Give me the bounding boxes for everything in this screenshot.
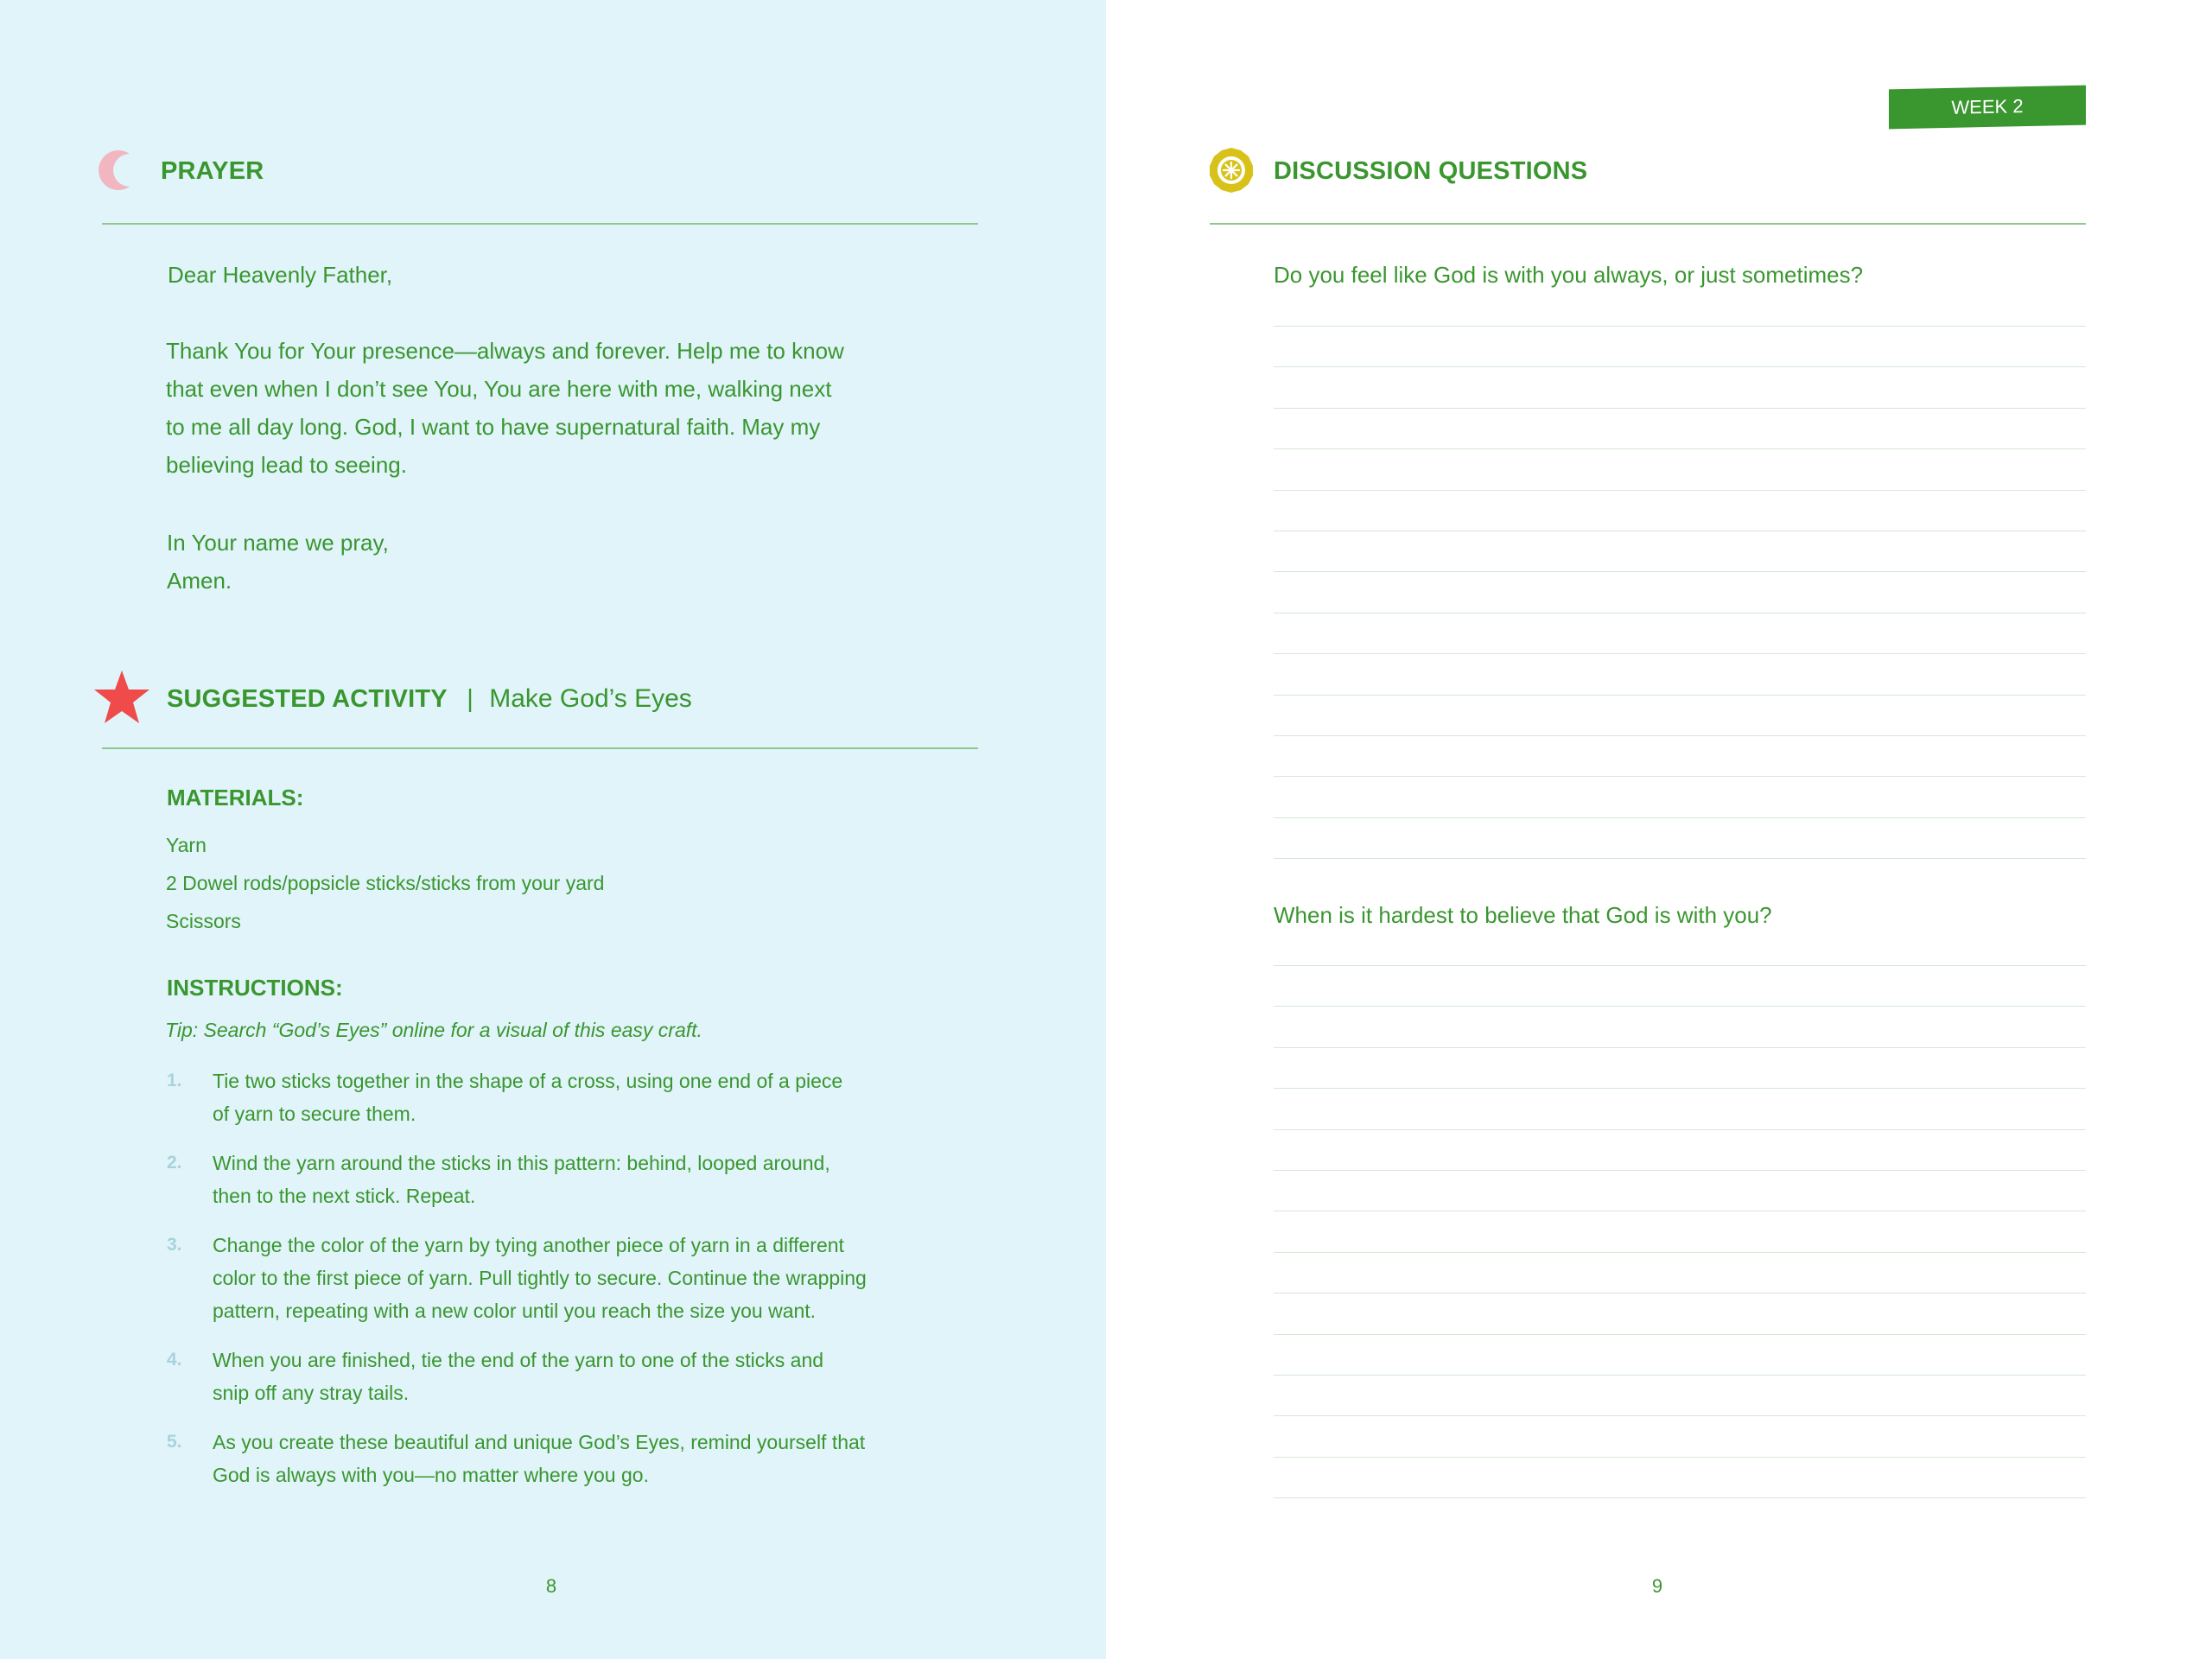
activity-heading bbox=[167, 684, 692, 714]
prayer-line: believing lead to seeing. bbox=[166, 452, 407, 478]
answer-line[interactable] bbox=[1274, 1006, 2086, 1007]
prayer-closing-line: Amen. bbox=[167, 568, 232, 594]
activity-divider bbox=[102, 747, 978, 749]
step-line: pattern, repeating with a new color until you reach the size you want. bbox=[213, 1300, 817, 1322]
prayer-title: PRAYER bbox=[161, 157, 264, 185]
answer-line[interactable] bbox=[1274, 571, 2086, 572]
step-line: color to the first piece of yarn. Pull tightly to secure. Continue the wrapping bbox=[213, 1267, 867, 1289]
answer-line[interactable] bbox=[1274, 1375, 2086, 1376]
step-line: Wind the yarn around the sticks in this pattern: behind, looped around, bbox=[213, 1152, 830, 1174]
week-tag: WEEK 2 bbox=[1889, 86, 2086, 130]
step-line: snip off any stray tails. bbox=[213, 1382, 410, 1404]
step-line: Tie two sticks together in the shape of a cross, using one end of a piece bbox=[213, 1070, 843, 1092]
answer-line[interactable] bbox=[1274, 735, 2086, 736]
activity-subtitle: Make God’s Eyes bbox=[489, 684, 692, 713]
activity-separator: | bbox=[467, 685, 474, 713]
materials-heading: MATERIALS: bbox=[167, 785, 304, 810]
answer-line[interactable] bbox=[1274, 1497, 2086, 1498]
step-number: 2. bbox=[167, 1153, 182, 1173]
prayer-greeting: Dear Heavenly Father, bbox=[168, 262, 393, 288]
step-text bbox=[213, 1065, 904, 1130]
answer-line[interactable] bbox=[1274, 817, 2086, 818]
step-number: 5. bbox=[167, 1432, 182, 1452]
step-number: 3. bbox=[167, 1235, 182, 1255]
answer-line[interactable] bbox=[1274, 695, 2086, 696]
moon-icon bbox=[93, 147, 140, 194]
prayer-closing-line: In Your name we pray, bbox=[167, 530, 389, 556]
answer-line[interactable] bbox=[1274, 408, 2086, 409]
answer-line[interactable] bbox=[1274, 858, 2086, 859]
star-icon bbox=[93, 671, 150, 724]
answer-line[interactable] bbox=[1274, 1293, 2086, 1294]
list-item: Scissors bbox=[166, 910, 241, 932]
step-line: then to the next stick. Repeat. bbox=[213, 1185, 476, 1207]
discussion-title: DISCUSSION QUESTIONS bbox=[1274, 157, 1588, 185]
discussion-question: Do you feel like God is with you always, or just sometimes? bbox=[1274, 262, 1864, 288]
page-number: 8 bbox=[545, 1575, 557, 1597]
answer-line[interactable] bbox=[1274, 490, 2086, 491]
step-number: 1. bbox=[167, 1071, 182, 1090]
step-text bbox=[213, 1426, 904, 1491]
answer-line[interactable] bbox=[1274, 653, 2086, 654]
step-line: Change the color of the yarn by tying another piece of yarn in a different bbox=[213, 1234, 844, 1256]
prayer-divider bbox=[102, 223, 978, 225]
discussion-divider bbox=[1210, 223, 2086, 225]
answer-line[interactable] bbox=[1274, 1170, 2086, 1171]
answer-line[interactable] bbox=[1274, 965, 2086, 966]
prayer-line: to me all day long. God, I want to have supernatural faith. May my bbox=[166, 414, 821, 440]
list-item: 2 Dowel rods/popsicle sticks/sticks from your yard bbox=[166, 872, 605, 894]
instructions-heading: INSTRUCTIONS: bbox=[167, 975, 343, 1001]
answer-line[interactable] bbox=[1274, 1129, 2086, 1130]
step-text bbox=[213, 1147, 904, 1212]
step-text bbox=[213, 1344, 904, 1409]
prayer-line: Thank You for Your presence—always and forever. Help me to know bbox=[166, 338, 844, 364]
discussion-question: When is it hardest to believe that God is with you? bbox=[1274, 902, 1772, 928]
activity-title: SUGGESTED ACTIVITY bbox=[167, 685, 448, 713]
answer-line[interactable] bbox=[1274, 776, 2086, 777]
step-text bbox=[213, 1229, 904, 1327]
prayer-closing bbox=[167, 524, 944, 600]
answer-line[interactable] bbox=[1274, 1252, 2086, 1253]
step-line: God is always with you—no matter where you go. bbox=[213, 1464, 649, 1486]
instructions-tip: Tip: Search “God’s Eyes” online for a visual of this easy craft. bbox=[165, 1019, 702, 1041]
answer-line[interactable] bbox=[1274, 1047, 2086, 1048]
answer-line[interactable] bbox=[1274, 366, 2086, 367]
prayer-paragraph bbox=[166, 332, 944, 484]
answer-line[interactable] bbox=[1274, 1334, 2086, 1335]
step-line: As you create these beautiful and unique God’s Eyes, remind yourself that bbox=[213, 1431, 866, 1453]
sun-badge-icon bbox=[1208, 147, 1255, 194]
answer-line[interactable] bbox=[1274, 1457, 2086, 1458]
prayer-line: that even when I don’t see You, You are here with me, walking next bbox=[166, 376, 832, 402]
step-line: When you are finished, tie the end of the yarn to one of the sticks and bbox=[213, 1349, 824, 1371]
list-item: Yarn bbox=[166, 834, 207, 856]
answer-line[interactable] bbox=[1274, 326, 2086, 327]
answer-line[interactable] bbox=[1274, 448, 2086, 449]
answer-line[interactable] bbox=[1274, 1088, 2086, 1089]
materials-list bbox=[166, 826, 604, 940]
answer-line[interactable] bbox=[1274, 1415, 2086, 1416]
right-page bbox=[1106, 0, 2212, 1659]
step-number: 4. bbox=[167, 1350, 182, 1370]
page-number: 9 bbox=[1651, 1575, 1663, 1597]
step-line: of yarn to secure them. bbox=[213, 1103, 416, 1125]
